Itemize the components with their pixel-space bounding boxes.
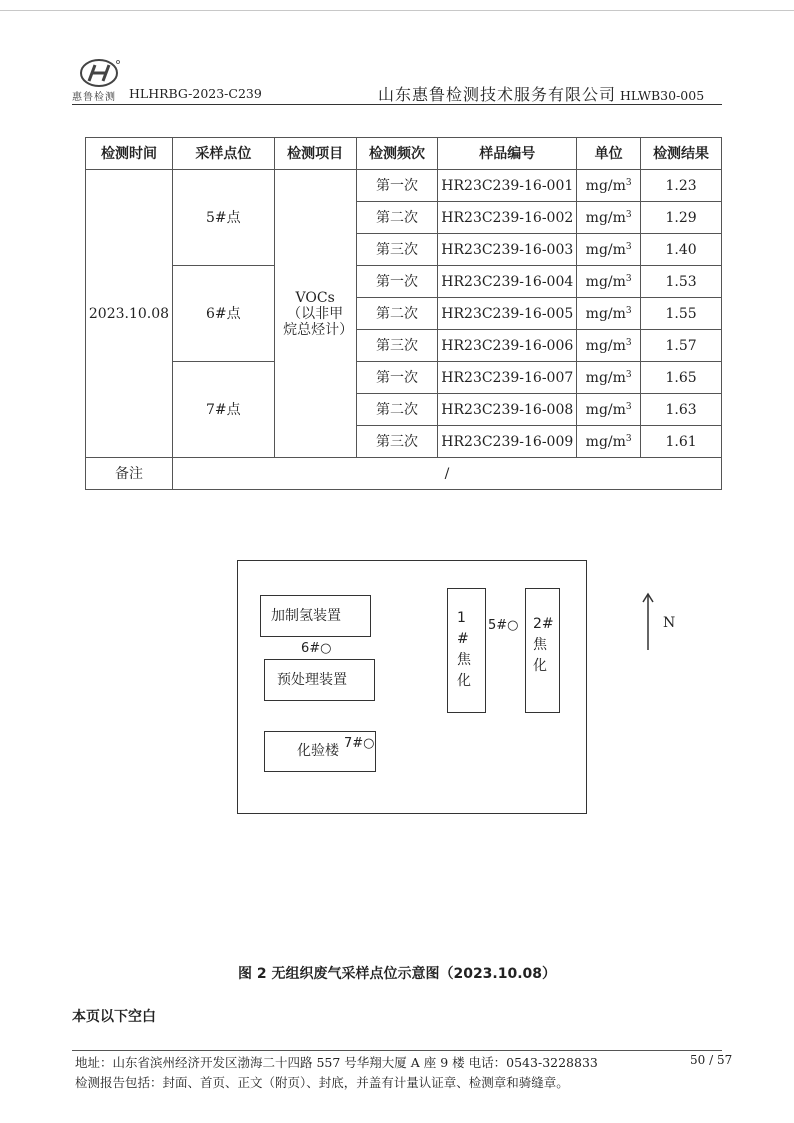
- col-header: 检测项目: [274, 138, 356, 170]
- frequency-cell: 第二次: [356, 298, 438, 330]
- unit-cell: $mg/m^3$: [577, 170, 641, 202]
- sample-id-cell: HR23C239-16-002: [438, 202, 577, 234]
- north-label: N: [663, 615, 676, 631]
- sampling-point-cell: 6#点: [172, 266, 274, 362]
- sample-id-cell: HR23C239-16-003: [438, 234, 577, 266]
- sample-id-cell: HR23C239-16-007: [438, 362, 577, 394]
- footer-divider: [72, 1050, 722, 1051]
- test-date-cell: 2023.10.08: [86, 170, 173, 458]
- sample-id-cell: HR23C239-16-006: [438, 330, 577, 362]
- sample-id-cell: HR23C239-16-008: [438, 394, 577, 426]
- col-header: 样品编号: [438, 138, 577, 170]
- frequency-cell: 第一次: [356, 170, 438, 202]
- result-cell: 1.29: [641, 202, 722, 234]
- sample-id-cell: HR23C239-16-009: [438, 426, 577, 458]
- coking-unit-2-label: 2#焦化: [533, 616, 554, 674]
- sample-id-cell: HR23C239-16-004: [438, 266, 577, 298]
- col-header: 采样点位: [172, 138, 274, 170]
- coking-unit-2-box: [525, 588, 560, 713]
- footer-address: 地址：山东省滨州经济开发区渤海二十四路 557 号华翔大厦 A 座 9 楼 电话：0543-3228833: [75, 1055, 598, 1070]
- results-table: [85, 137, 722, 490]
- frequency-cell: 第三次: [356, 234, 438, 266]
- result-cell: 1.57: [641, 330, 722, 362]
- sampling-point-7: 7#○: [344, 736, 375, 751]
- result-cell: 1.23: [641, 170, 722, 202]
- coking-unit-1-box: [447, 588, 486, 713]
- sampling-point-cell: 7#点: [172, 362, 274, 458]
- frequency-cell: 第一次: [356, 362, 438, 394]
- result-cell: 1.63: [641, 394, 722, 426]
- unit-cell: $mg/m^3$: [577, 426, 641, 458]
- result-cell: 1.53: [641, 266, 722, 298]
- col-header: 检测时间: [86, 138, 173, 170]
- frequency-cell: 第三次: [356, 426, 438, 458]
- top-border-line: [0, 10, 794, 11]
- form-code: HLWB30-005: [620, 88, 705, 103]
- col-header: 单位: [577, 138, 641, 170]
- sample-id-cell: HR23C239-16-001: [438, 170, 577, 202]
- frequency-cell: 第二次: [356, 202, 438, 234]
- unit-cell: $mg/m^3$: [577, 330, 641, 362]
- col-header: 检测结果: [641, 138, 722, 170]
- page-number: 50 / 57: [690, 1053, 733, 1067]
- result-cell: 1.65: [641, 362, 722, 394]
- header-divider: [72, 104, 722, 105]
- sampling-point-cell: 5#点: [172, 170, 274, 266]
- unit-cell: $mg/m^3$: [577, 394, 641, 426]
- pretreatment-unit-label: 预处理装置: [277, 672, 347, 688]
- footer-contents: 检测报告包括：封面、首页、正文（附页）、封底，并盖有计量认证章、检测章和骑缝章。: [75, 1075, 569, 1090]
- unit-cell: $mg/m^3$: [577, 202, 641, 234]
- test-item-cell: [274, 170, 356, 458]
- figure-caption: 图 2 无组织废气采样点位示意图（2023.10.08）: [237, 966, 557, 982]
- unit-cell: $mg/m^3$: [577, 234, 641, 266]
- unit-cell: $mg/m^3$: [577, 362, 641, 394]
- test-item-text: VOCs（以非甲烷总烃计）: [283, 289, 354, 338]
- pretreatment-unit-box: [264, 659, 375, 701]
- company-header: [378, 82, 704, 105]
- sample-id-cell: HR23C239-16-005: [438, 298, 577, 330]
- sampling-point-5: 5#○: [488, 618, 519, 633]
- coking-unit-1-label: 1#焦化: [457, 610, 471, 689]
- frequency-cell: 第二次: [356, 394, 438, 426]
- result-cell: 1.40: [641, 234, 722, 266]
- hydrogen-unit-label: 加制氢装置: [271, 608, 341, 624]
- note-value: /: [172, 458, 721, 490]
- unit-cell: $mg/m^3$: [577, 266, 641, 298]
- table-header-row: [86, 138, 722, 170]
- table-row: [86, 170, 722, 202]
- frequency-cell: 第三次: [356, 330, 438, 362]
- col-header: 检测频次: [356, 138, 438, 170]
- note-label: 备注: [86, 458, 173, 490]
- company-name: 山东惠鲁检测技术服务有限公司: [378, 85, 617, 104]
- frequency-cell: 第一次: [356, 266, 438, 298]
- logo-text: 惠鲁检测: [72, 92, 116, 103]
- note-row: [86, 458, 722, 490]
- report-number: HLHRBG-2023-C239: [129, 86, 262, 101]
- result-cell: 1.61: [641, 426, 722, 458]
- table-row: [86, 362, 722, 394]
- blank-page-note: 本页以下空白: [72, 1009, 156, 1025]
- unit-cell: $mg/m^3$: [577, 298, 641, 330]
- result-cell: 1.55: [641, 298, 722, 330]
- site-diagram: [237, 560, 587, 814]
- lab-building-label: 化验楼: [297, 743, 339, 759]
- table-row: [86, 266, 722, 298]
- sampling-point-6: 6#○: [301, 641, 332, 656]
- hydrogen-unit-box: [260, 595, 371, 637]
